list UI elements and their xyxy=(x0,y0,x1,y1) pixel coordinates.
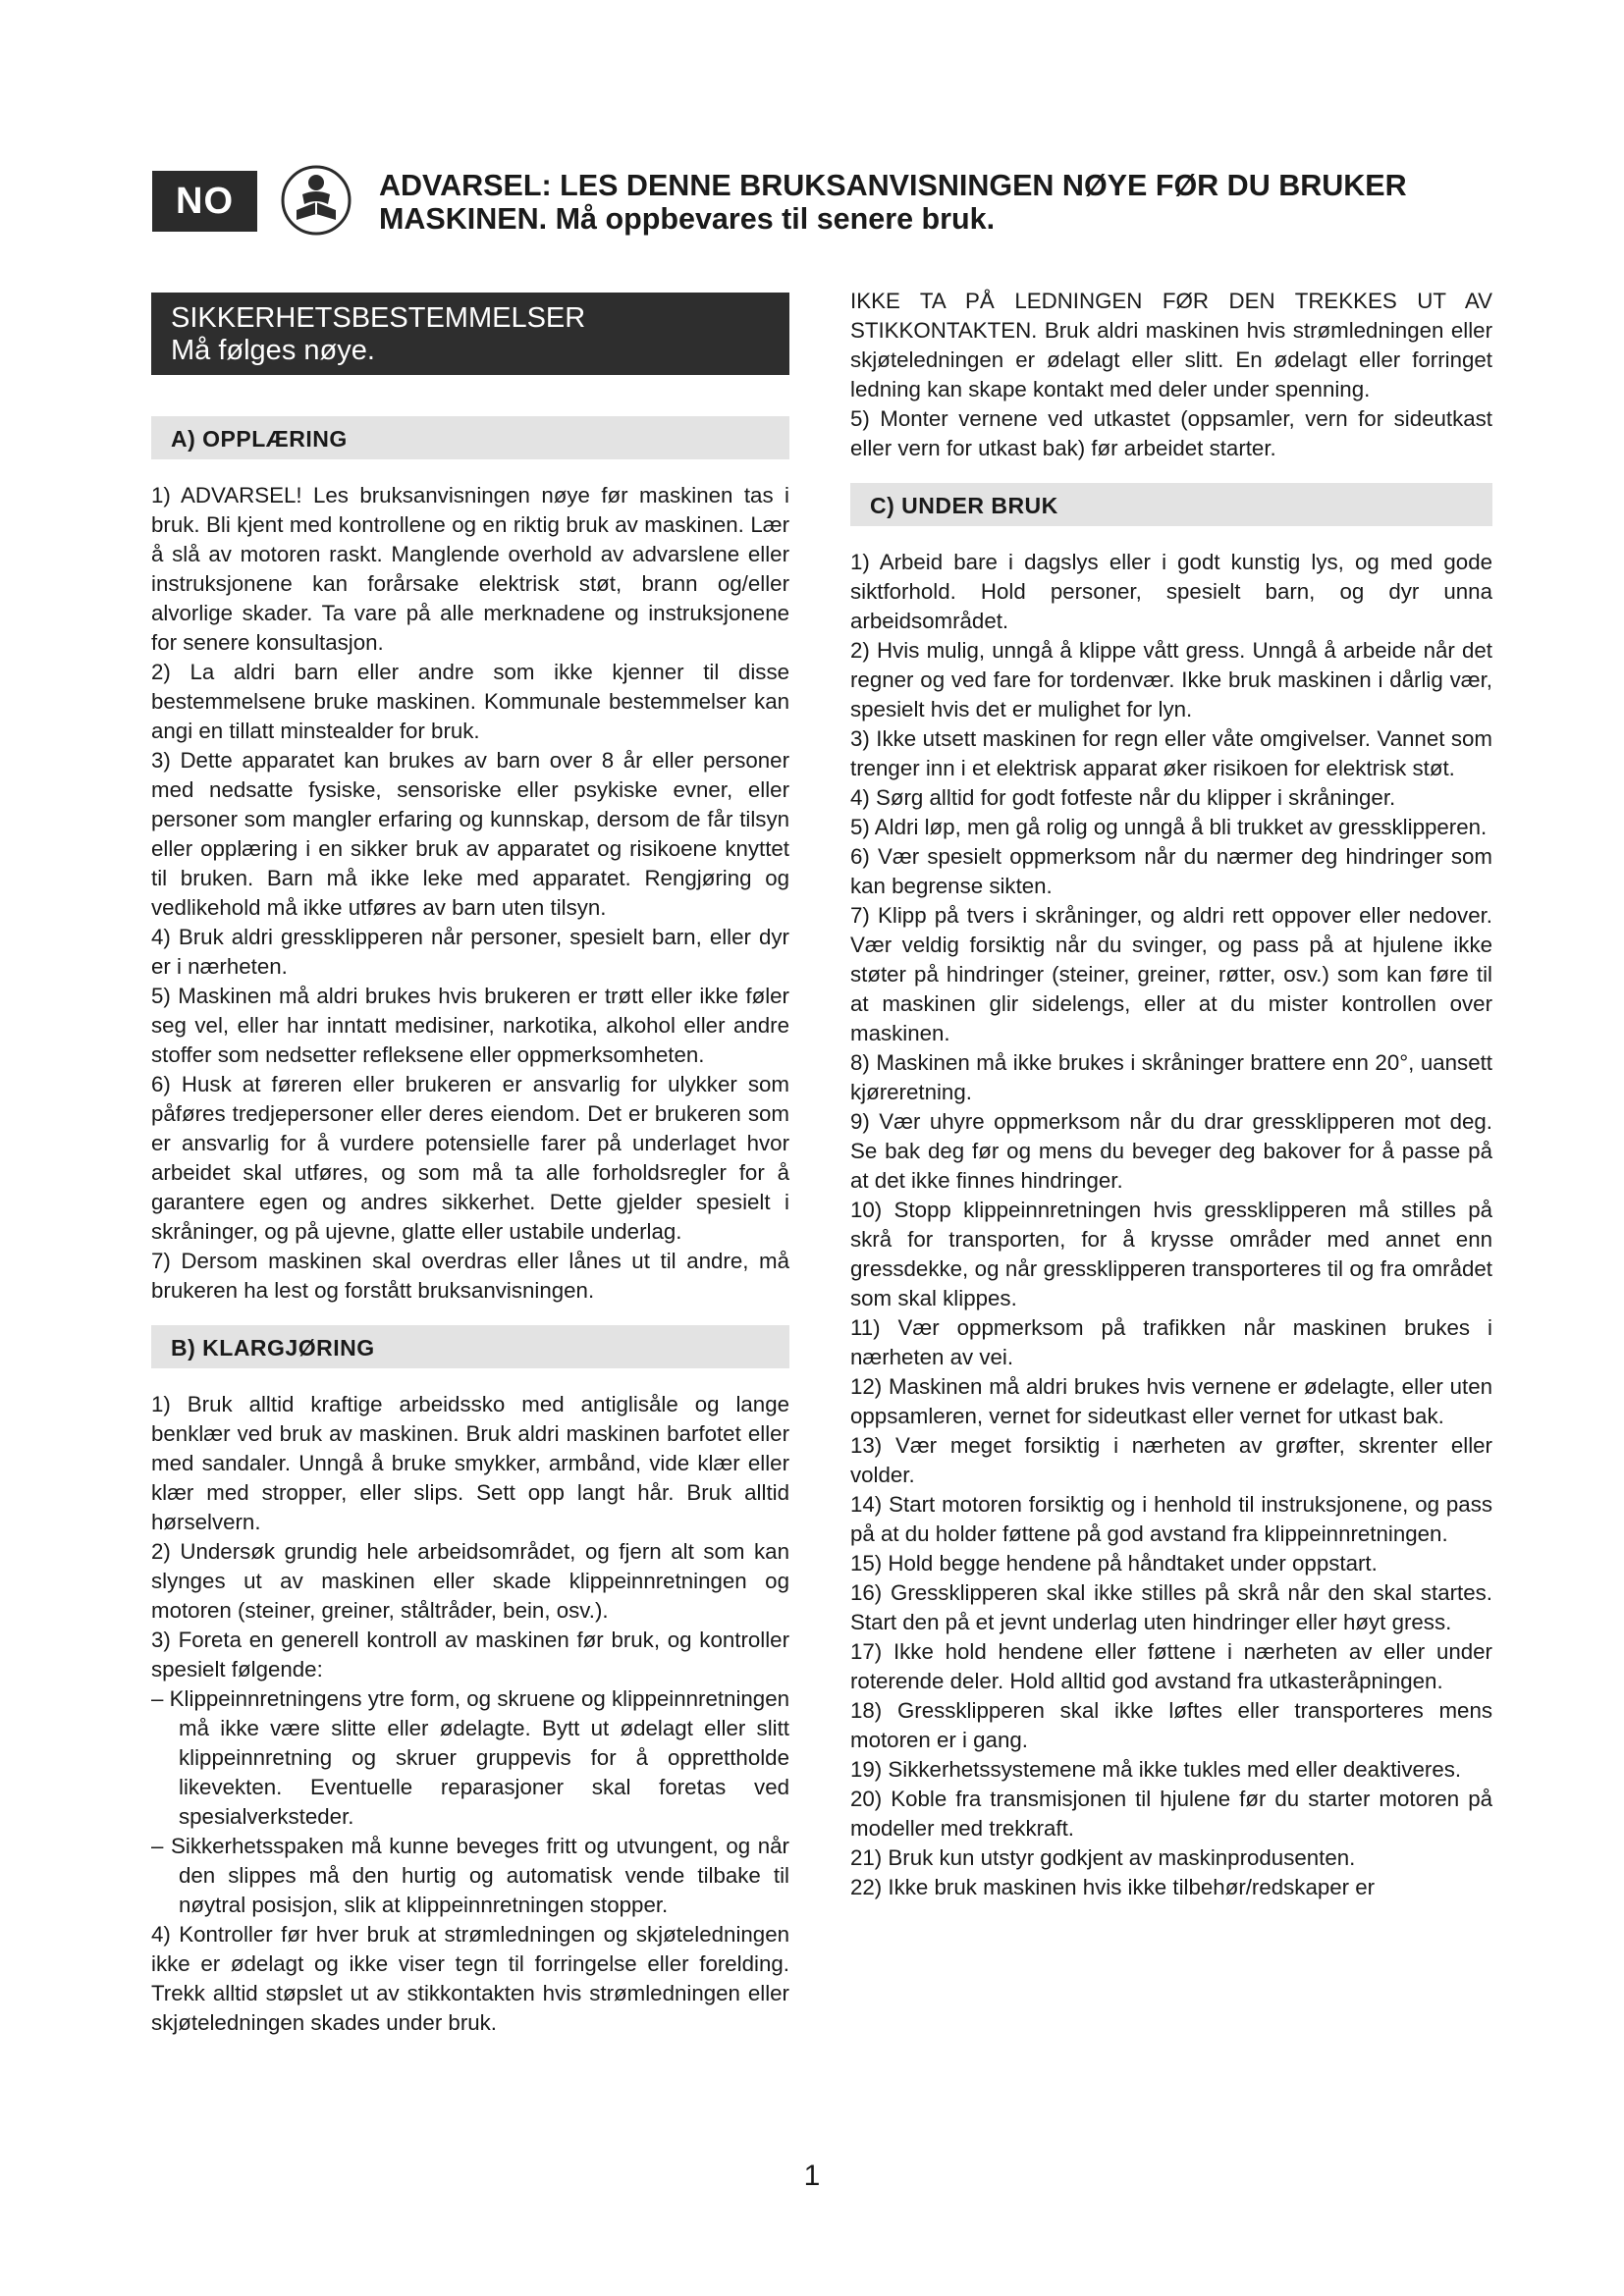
section-c-item: 8) Maskinen må ikke brukes i skråninger brattere enn 20°, uansett kjøreretning. xyxy=(850,1050,1492,1104)
right-column xyxy=(850,287,1492,1902)
left-column xyxy=(151,293,789,2038)
warning-heading xyxy=(379,169,1420,236)
section-c-item: 6) Vær spesielt oppmerksom når du nærmer deg hindringer som kan begrense sikten. xyxy=(850,844,1492,898)
section-b-item-continued: IKKE TA PÅ LEDNINGEN FØR DEN TREKKES UT AV STIKKONTAKTEN. Bruk aldri maskinen hvis strømledningen eller skjøteledningen er ødelagt eller slitt. En ødelagt eller forringet ledning kan skape kontakt med deler under spenning. xyxy=(850,289,1492,401)
read-manual-icon xyxy=(281,165,352,236)
section-c-item: 13) Vær meget forsiktig i nærheten av grøfter, skrenter eller volder. xyxy=(850,1433,1492,1487)
section-a-item: 6) Husk at føreren eller brukeren er ansvarlig for ulykker som påføres tredjepersoner eller deres eiendom. Det er brukeren som er ansvarlig for å vurdere potensielle farer på underlaget hvor arbeidet skal utføres, og som må ta alle forholdsregler for å garantere egen og andres sikkerhet. Dette gjelder spesielt i skråninger, og på ujevne, glatte eller ustabile underlag. xyxy=(151,1072,789,1244)
safety-title-line-1: SIKKERHETSBESTEMMELSER xyxy=(171,302,586,334)
section-c-item: 4) Sørg alltid for godt fotfeste når du klipper i skråninger. xyxy=(850,785,1396,810)
section-b-item: 3) Foreta en generell kontroll av maskinen før bruk, og kontroller spesielt følgende: xyxy=(151,1628,789,1682)
section-b-item: 4) Kontroller før hver bruk at strømledningen og skjøteledningen ikke er ødelagt og ikke viser tegn til forringelse eller forelding. Trekk alltid støpslet ut av stikkontakten hvis strømledningen eller skjøteledningen skades under bruk. xyxy=(151,1922,789,2035)
section-c-item: 1) Arbeid bare i dagslys eller i godt kunstig lys, og med gode siktforhold. Hold personer, spesielt barn, og dyr unna arbeidsområdet. xyxy=(850,550,1492,633)
section-a-item: 7) Dersom maskinen skal overdras eller lånes ut til andre, må brukeren ha lest og forstått bruksanvisningen. xyxy=(151,1249,789,1303)
section-c-item: 3) Ikke utsett maskinen for regn eller våte omgivelser. Vannet som trenger inn i et elektrisk apparat øker risikoen for elektrisk støt. xyxy=(850,726,1492,780)
section-b-dash-item: – Klippeinnretningens ytre form, og skruene og klippeinnretningen må ikke være slitte eller ødelagte. Bytt ut ødelagt eller slitt klippeinnretning og skruer gruppevis for å opprettholde likevekten. Eventuelle reparasjoner skal foretas ved spesialverksteder. xyxy=(151,1686,789,1829)
section-c-item: 2) Hvis mulig, unngå å klippe vått gress. Unngå å arbeide når det regner og ved fare for tordenvær. Ikke bruk maskinen i dårlig vær, spesielt hvis det er mulighet for lyn. xyxy=(850,638,1492,721)
section-c-item: 17) Ikke hold hendene eller føttene i nærheten av eller under roterende deler. Hold alltid god avstand fra utkasteråpningen. xyxy=(850,1639,1492,1693)
section-a-item: 5) Maskinen må aldri brukes hvis brukeren er trøtt eller ikke føler seg vel, eller har inntatt medisiner, narkotika, alkohol eller andre stoffer som nedsetter refleksene eller oppmerksomheten. xyxy=(151,984,789,1067)
section-a-item: 2) La aldri barn eller andre som ikke kjenner til disse bestemmelsene bruke maskinen. Kommunale bestemmelser kan angi en tillatt minstealder for bruk. xyxy=(151,660,789,743)
warning-line-1: ADVARSEL: LES DENNE BRUKSANVISNINGEN NØYE FØR DU BRUKER xyxy=(379,169,1407,202)
section-b-heading: B) KLARGJØRING xyxy=(151,1325,789,1368)
section-a-item: 4) Bruk aldri gressklipperen når personer, spesielt barn, eller dyr er i nærheten. xyxy=(151,925,789,979)
section-c-item: 19) Sikkerhetssystemene må ikke tukles med eller deaktiveres. xyxy=(850,1757,1462,1782)
page-number: 1 xyxy=(803,2160,821,2192)
section-b-item: 1) Bruk alltid kraftige arbeidssko med antiglisåle og lange benklær ved bruk av maskinen. Bruk aldri maskinen barfotet eller med sandaler. Unngå å bruke smykker, armbånd, vide klær eller klær med stropper, eller slips. Sett opp langt hår. Bruk alltid hørselvern. xyxy=(151,1392,789,1534)
section-c-item: 20) Koble fra transmisjonen til hjulene før du starter motoren på modeller med trekkraft. xyxy=(850,1787,1492,1841)
section-c-item: 16) Gressklipperen skal ikke stilles på skrå når den skal startes. Start den på et jevnt underlag uten hindringer eller høyt gress. xyxy=(850,1580,1492,1634)
section-b-item: 5) Monter vernene ved utkastet (oppsamler, vern for sideutkast eller vern for utkast bak) før arbeidet starter. xyxy=(850,406,1492,460)
section-a-heading: A) OPPLÆRING xyxy=(151,416,789,459)
section-c-item: 12) Maskinen må aldri brukes hvis vernene er ødelagte, eller uten oppsamleren, vernet for sideutkast eller vernet for utkast bak. xyxy=(850,1374,1492,1428)
section-c-item: 18) Gressklipperen skal ikke løftes eller transporteres mens motoren er i gang. xyxy=(850,1698,1492,1752)
section-c-heading: C) UNDER BRUK xyxy=(850,483,1492,526)
safety-title-line-2: Må følges nøye. xyxy=(171,335,375,366)
section-c-item: 5) Aldri løp, men gå rolig og unngå å bli trukket av gressklipperen. xyxy=(850,815,1488,839)
section-c-item: 15) Hold begge hendene på håndtaket under oppstart. xyxy=(850,1551,1378,1575)
language-badge: NO xyxy=(152,171,257,232)
section-c-item: 11) Vær oppmerksom på trafikken når maskinen brukes i nærheten av vei. xyxy=(850,1315,1492,1369)
section-b-dash-item: – Sikkerhetsspaken må kunne beveges fritt og utvungent, og når den slippes må den hurtig og automatisk vende tilbake til nøytral posisjon, slik at klippeinnretningen stopper. xyxy=(151,1834,789,1917)
section-c-item: 9) Vær uhyre oppmerksom når du drar gressklipperen mot deg. Se bak deg før og mens du beveger deg bakover for å passe på at det ikke finnes hindringer. xyxy=(850,1109,1492,1193)
safety-title xyxy=(151,293,789,375)
section-a-item: 3) Dette apparatet kan brukes av barn over 8 år eller personer med nedsatte fysiske, sensoriske eller psykiske evner, eller personer som mangler erfaring og kunnskap, dersom de får tilsyn eller opplæring i en sikker bruk av apparatet og risikoene knyttet til bruken. Barn må ikke leke med apparatet. Rengjøring og vedlikehold må ikke utføres av barn uten tilsyn. xyxy=(151,748,789,920)
section-c-item: 21) Bruk kun utstyr godkjent av maskinprodusenten. xyxy=(850,1845,1356,1870)
section-a-item: 1) ADVARSEL! Les bruksanvisningen nøye før maskinen tas i bruk. Bli kjent med kontrollene og en riktig bruk av maskinen. Lær å slå av motoren raskt. Manglende overhold av advarslene eller instruksjonene kan forårsake elektrisk støt, brann og/eller alvorlige skader. Ta vare på alle merknadene og instruksjonene for senere konsultasjon. xyxy=(151,483,789,655)
section-b-item: 2) Undersøk grundig hele arbeidsområdet, og fjern alt som kan slynges ut av maskinen eller skade klippeinnretningen og motoren (steiner, greiner, ståltråder, bein, osv.). xyxy=(151,1539,789,1623)
warning-line-2: MASKINEN. Må oppbevares til senere bruk. xyxy=(379,202,996,236)
section-c-item: 14) Start motoren forsiktig og i henhold til instruksjonene, og pass på at du holder føttene på god avstand fra klippeinnretningen. xyxy=(850,1492,1492,1546)
section-c-item: 7) Klipp på tvers i skråninger, og aldri rett oppover eller nedover. Vær veldig forsiktig når du svinger, og pass på at hjulene ikke støter på hindringer (steiner, greiner, røtter, osv.) som kan føre til at maskinen glir sidelengs, eller at du mister kontrollen over maskinen. xyxy=(850,903,1492,1045)
section-c-item: 22) Ikke bruk maskinen hvis ikke tilbehør/redskaper er xyxy=(850,1875,1376,1899)
section-c-item: 10) Stopp klippeinnretningen hvis gressklipperen må stilles på skrå for transporten, for å krysse områder med annet enn gressdekke, og når gressklipperen transporteres til og fra området som skal klippes. xyxy=(850,1198,1492,1310)
